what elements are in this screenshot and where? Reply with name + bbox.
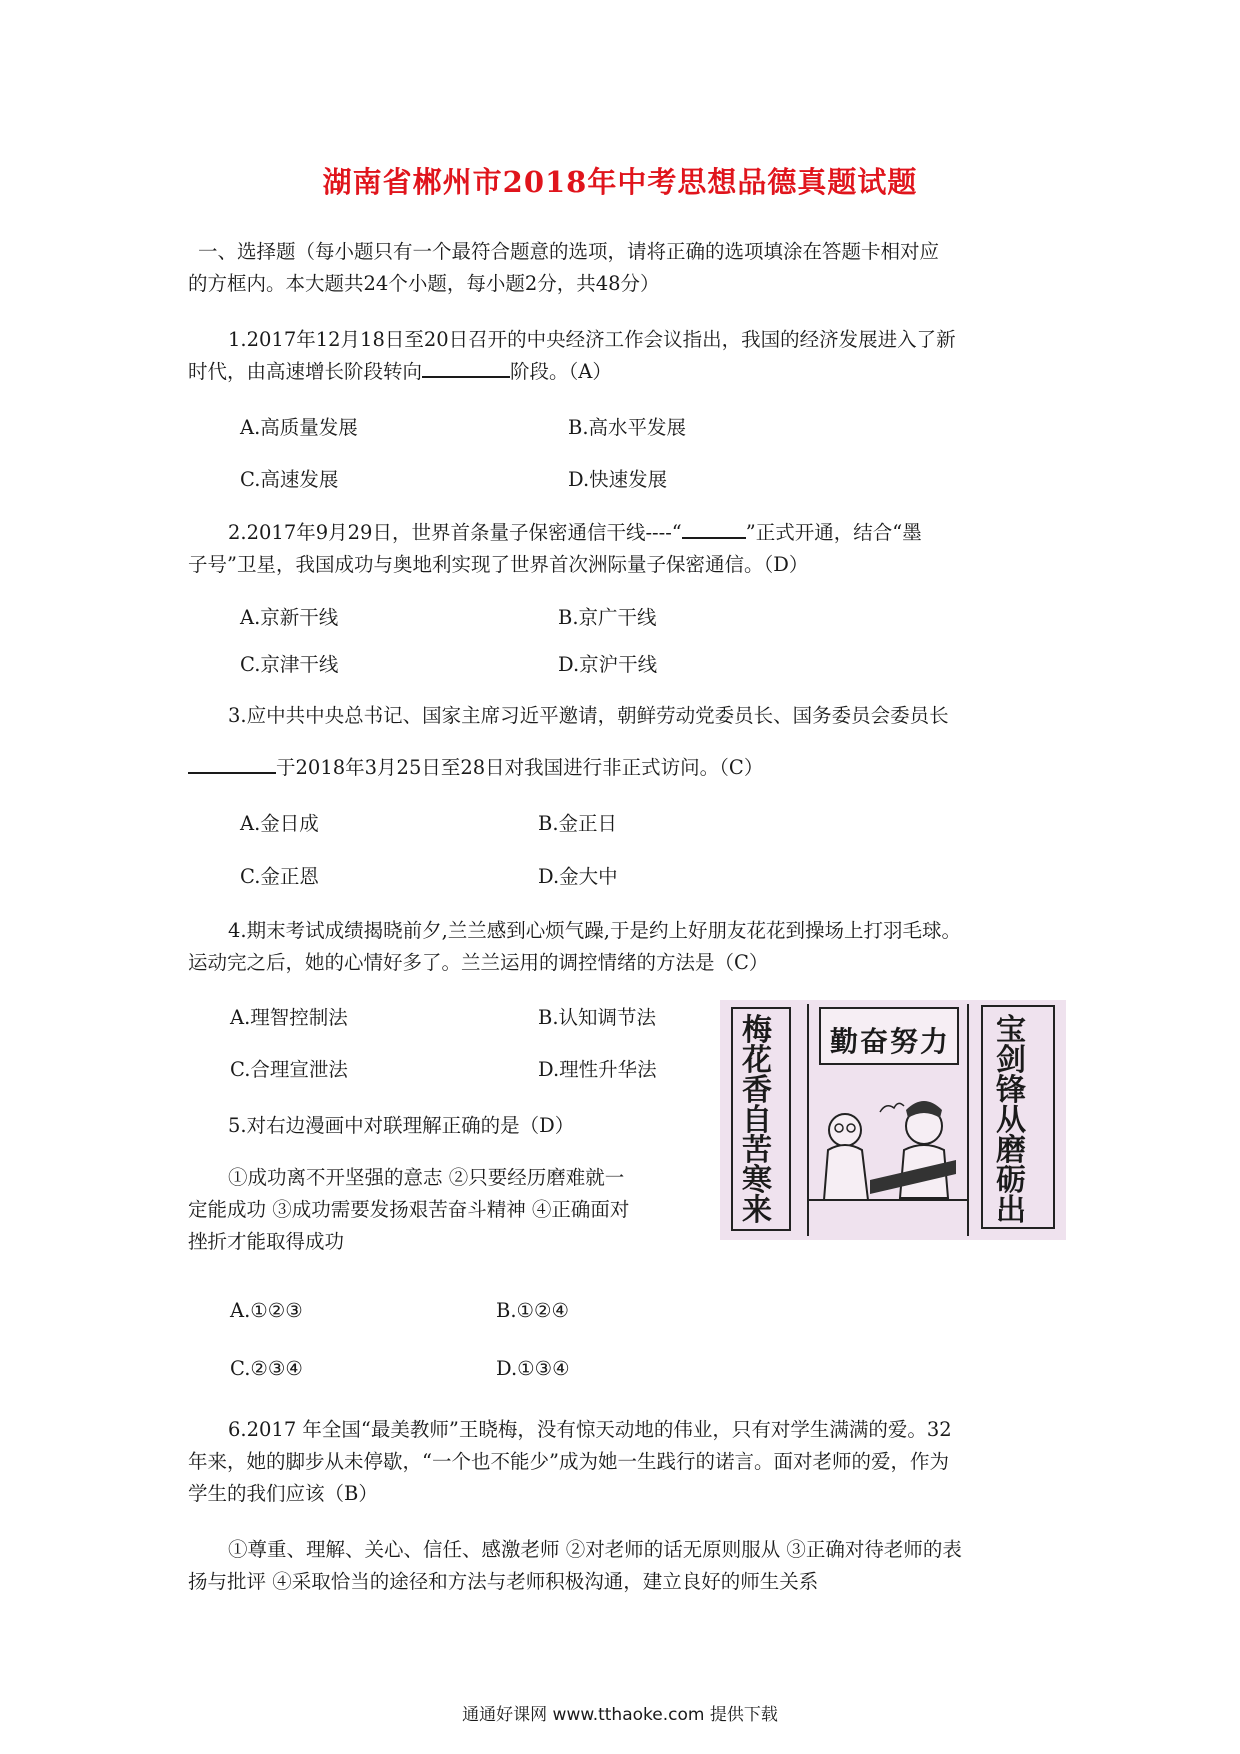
q5-statement-line1: ①成功离不开坚强的意志 ②只要经历磨难就一 — [228, 1166, 625, 1189]
section-header-line2: 的方框内。本大题共24个小题，每小题2分，共48分） — [188, 272, 660, 295]
q2-blank — [682, 517, 746, 539]
q2-option-a: A.京新干线 — [240, 606, 339, 629]
q1-option-c: C.高速发展 — [240, 468, 339, 491]
q3-line2-post: 于2018年3月25日至28日对我国进行非正式访问。（C） — [276, 756, 764, 779]
q3-option-b: B.金正日 — [538, 812, 618, 835]
q1-option-d: D.快速发展 — [568, 468, 668, 491]
section-header-line1: 一、选择题（每小题只有一个最符合题意的选项，请将正确的选项填涂在答题卡相对应 — [198, 240, 940, 263]
q3-line1: 3.应中共中央总书记、国家主席习近平邀请，朝鲜劳动党委员长、国务委员会委员长 — [228, 704, 949, 727]
q6-options-line2: 扬与批评 ④采取恰当的途径和方法与老师积极沟通，建立良好的师生关系 — [188, 1570, 819, 1593]
q5-stem: 5.对右边漫画中对联理解正确的是（D） — [228, 1114, 575, 1137]
q2-line1-post: ”正式开通，结合“墨 — [745, 521, 922, 544]
q3-option-a: A.金日成 — [240, 812, 319, 835]
q1-option-a: A.高质量发展 — [240, 416, 358, 439]
q5-option-c: C.②③④ — [230, 1357, 303, 1380]
q3-option-d: D.金大中 — [538, 865, 618, 888]
cartoon-banner-text: 勤奋努力 — [830, 1025, 951, 1058]
q2-option-b: B.京广干线 — [558, 606, 657, 629]
q2-line1 — [228, 517, 922, 549]
old-man-body — [824, 1145, 868, 1200]
q1-blank — [422, 356, 510, 378]
cartoon-image — [720, 1000, 1066, 1240]
cartoon-right-couplet: 宝剑锋从磨砺出 — [996, 1013, 1026, 1228]
q6-options-line1: ①尊重、理解、关心、信任、感激老师 ②对老师的话无原则服从 ③正确对待老师的表 — [228, 1538, 962, 1561]
q5-statement-line2: 定能成功 ③成功需要发扬艰苦奋斗精神 ④正确面对 — [188, 1198, 630, 1221]
cartoon-left-couplet: 梅花香自苦寒来 — [742, 1013, 772, 1228]
q4-option-a: A.理智控制法 — [230, 1006, 348, 1029]
q2-line2: 子号”卫星，我国成功与奥地利实现了世界首次洲际量子保密通信。（D） — [188, 553, 809, 576]
q4-option-d: D.理性升华法 — [538, 1058, 657, 1081]
q1-option-b: B.高水平发展 — [568, 416, 687, 439]
q5-option-d: D.①③④ — [496, 1357, 570, 1380]
q3-blank — [188, 752, 276, 774]
q4-option-c: C.合理宣泄法 — [230, 1058, 348, 1081]
q1-line2 — [188, 356, 612, 388]
q2-option-d: D.京沪干线 — [558, 653, 658, 676]
q5-option-a: A.①②③ — [230, 1299, 303, 1322]
q2-option-c: C.京津干线 — [240, 653, 339, 676]
q3-line2 — [188, 752, 763, 784]
q3-option-c: C.金正恩 — [240, 865, 319, 888]
q5-statement-line3: 挫折才能取得成功 — [188, 1230, 345, 1253]
page-title: 湖南省郴州市2018年中考思想品德真题试题 — [322, 165, 918, 199]
q2-line1-pre: 2.2017年9月29日，世界首条量子保密通信干线----“ — [228, 521, 682, 544]
q1-line1: 1.2017年12月18日至20日召开的中央经济工作会议指出，我国的经济发展进入了新 — [228, 328, 956, 351]
q4-line1: 4.期末考试成绩揭晓前夕,兰兰感到心烦气躁,于是约上好朋友花花到操场上打羽毛球。 — [228, 919, 962, 942]
q6-line3: 学生的我们应该（B） — [188, 1482, 378, 1505]
q4-option-b: B.认知调节法 — [538, 1006, 657, 1029]
q1-line2-pre: 时代，由高速增长阶段转向 — [188, 360, 423, 383]
q5-option-b: B.①②④ — [496, 1299, 569, 1322]
q1-line2-post: 阶段。（A） — [510, 360, 612, 383]
q6-line1: 6.2017 年全国“最美教师”王晓梅，没有惊天动地的伟业，只有对学生满满的爱。32 — [228, 1418, 952, 1441]
q6-line2: 年来，她的脚步从未停歇，“一个也不能少”成为她一生践行的诺言。面对老师的爱，作为 — [188, 1450, 949, 1473]
old-man-head — [829, 1114, 861, 1146]
page-footer: 通通好课网 www.tthaoke.com 提供下载 — [462, 1705, 778, 1725]
q4-line2: 运动完之后，她的心情好多了。兰兰运用的调控情绪的方法是（C） — [188, 951, 769, 974]
